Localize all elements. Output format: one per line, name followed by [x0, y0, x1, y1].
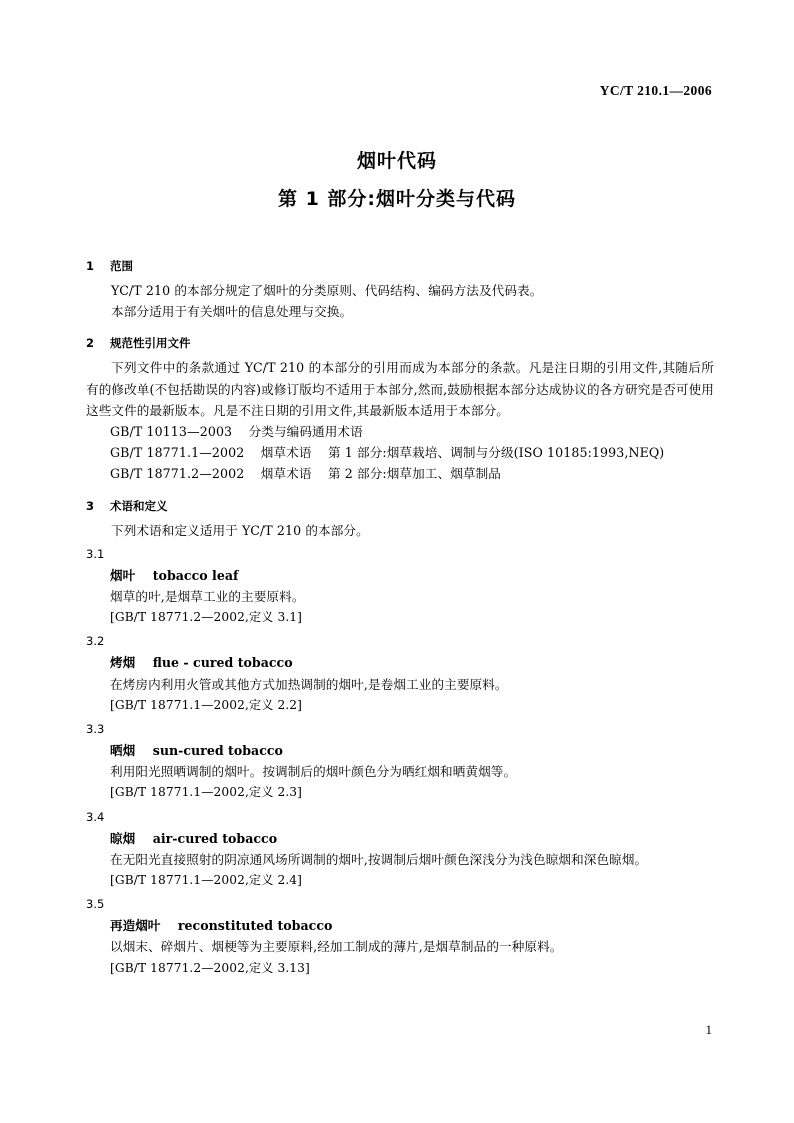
term-label: 晒烟 sun-cured tobacco — [110, 743, 283, 759]
subclause-number-3-2: 3.2 — [86, 634, 105, 649]
term-definition: 在烤房内利用火管或其他方式加热调制的烟叶,是卷烟工业的主要原料。 — [110, 676, 508, 692]
term-label: 晾烟 air-cured tobacco — [110, 830, 278, 846]
term-source-reference: [GB/T 18771.1—2002,定义 2.2] — [110, 697, 303, 712]
clause-heading-1: 1 范围 — [86, 259, 134, 273]
subclause-number-3-5: 3.5 — [86, 897, 105, 912]
term-source-reference: [GB/T 18771.2—2002,定义 3.13] — [110, 960, 310, 975]
document-body — [86, 258, 714, 979]
term-definition: 烟草的叶,是烟草工业的主要原料。 — [110, 589, 305, 605]
subclause-number-3-4: 3.4 — [86, 809, 105, 824]
page-subtitle: 第 1 部分:烟叶分类与代码 — [277, 188, 517, 210]
document-title-block — [82, 148, 712, 212]
term-source-reference: [GB/T 18771.1—2002,定义 2.4] — [110, 873, 303, 888]
clause3-paragraph-1: 下列术语和定义适用于 YC/T 210 的本部分。 — [111, 522, 369, 538]
term-definition: 利用阳光照晒调制的烟叶。按调制后的烟叶颜色分为晒红烟和晒黄烟等。 — [110, 764, 517, 780]
normative-reference-item: GB/T 18771.2—2002 烟草术语 第 2 部分:烟草加工、烟草制品 — [110, 466, 501, 482]
running-header-standard-number: YC/T 210.1—2006 — [599, 83, 712, 98]
term-source-reference: [GB/T 18771.2—2002,定义 3.1] — [110, 610, 303, 625]
normative-reference-item: GB/T 18771.1—2002 烟草术语 第 1 部分:烟草栽培、调制与分级(ISO 10185:1993,NEQ) — [110, 445, 665, 461]
term-label: 再造烟叶 reconstituted tobacco — [110, 918, 333, 934]
clause-heading-2: 2 规范性引用文件 — [86, 336, 191, 351]
normative-reference-item: GB/T 10113—2003 分类与编码通用术语 — [110, 424, 363, 440]
page-title: 烟叶代码 — [356, 150, 437, 172]
term-definition: 以烟末、碎烟片、烟梗等为主要原料,经加工制成的薄片,是烟草制品的一种原料。 — [110, 939, 563, 955]
clause1-paragraph-1: YC/T 210 的本部分规定了烟叶的分类原则、代码结构、编码方法及代码表。 — [111, 283, 543, 298]
term-label: 烤烟 flue - cured tobacco — [110, 655, 293, 671]
page-number: 1 — [705, 1022, 712, 1037]
clause-heading-3: 3 术语和定义 — [86, 498, 168, 513]
subclause-number-3-1: 3.1 — [86, 546, 105, 561]
clause1-paragraph-2: 本部分适用于有关烟叶的信息处理与交换。 — [111, 304, 353, 320]
term-definition: 在无阳光直接照射的阴凉通风场所调制的烟叶,按调制后烟叶颜色深浅分为浅色晾烟和深色晾烟。 — [110, 851, 648, 867]
subclause-number-3-3: 3.3 — [86, 722, 105, 737]
clause2-paragraph-1: 下列文件中的条款通过 YC/T 210 的本部分的引用而成为本部分的条款。凡是注日期的引用文件,其随后所有的修改单(不包括勘误的内容)或修订版均不适用于本部分,然而,鼓励根据本部分达成协议的各方研究是否可使用这些文件的最新版本。凡是不注日期的引用文件,其最新版本适用于本部分。 — [86, 360, 714, 418]
term-source-reference: [GB/T 18771.1—2002,定义 2.3] — [110, 785, 303, 800]
term-label: 烟叶 tobacco leaf — [110, 567, 239, 583]
